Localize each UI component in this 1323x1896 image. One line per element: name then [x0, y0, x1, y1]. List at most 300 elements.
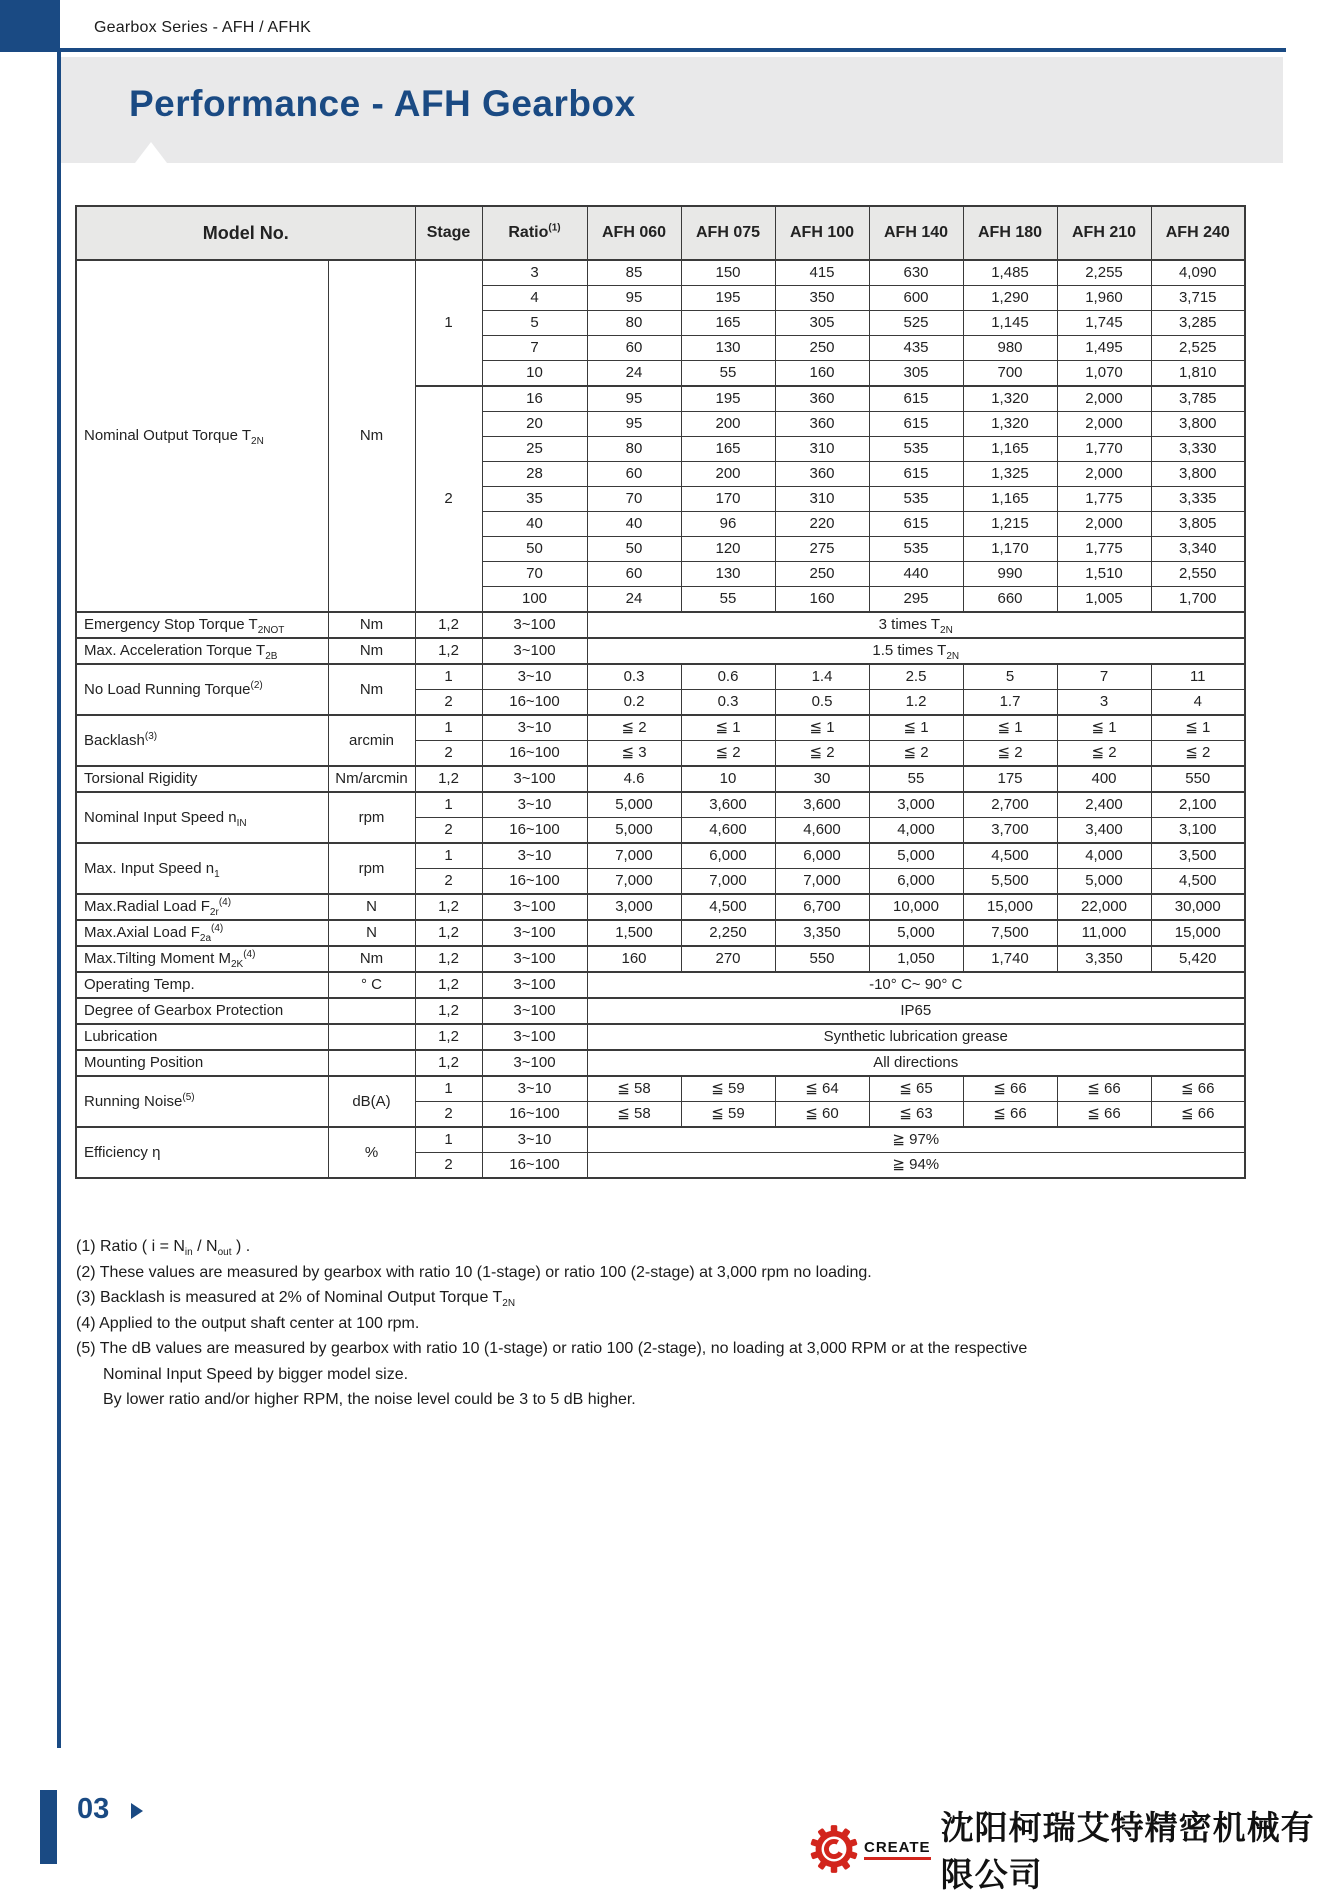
performance-table [75, 205, 1246, 1179]
value-cell: 2.5 [869, 664, 963, 690]
param-label-cell: Max.Radial Load $F_{2r}^{(4)}$ [76, 894, 328, 920]
unit-cell: rpm [328, 792, 415, 843]
table-header [76, 206, 1245, 260]
value-cell: 700 [963, 361, 1057, 387]
value-cell: 5,000 [869, 843, 963, 869]
value-cell: 4,500 [1151, 869, 1245, 895]
value-cell: 4,600 [775, 818, 869, 844]
unit-cell: Nm [328, 664, 415, 715]
value-cell: 525 [869, 311, 963, 336]
stage-cell: 1,2 [415, 894, 482, 920]
value-cell: 3,715 [1151, 286, 1245, 311]
value-cell: ≦ 66 [1151, 1102, 1245, 1128]
value-cell: ≦ 1 [869, 715, 963, 741]
table-row [76, 972, 1245, 998]
value-cell: 4,500 [681, 894, 775, 920]
table-row [76, 638, 1245, 664]
param-label-cell: Running Noise$^{(5)}$ [76, 1076, 328, 1127]
span-value-cell: Synthetic lubrication grease [587, 1024, 1245, 1050]
value-cell: 360 [775, 386, 869, 412]
value-cell: 11 [1151, 664, 1245, 690]
table-row [76, 843, 1245, 869]
value-cell: 615 [869, 462, 963, 487]
unit-cell [328, 1050, 415, 1076]
stage-cell: 2 [415, 869, 482, 895]
stage-cell: 1,2 [415, 998, 482, 1024]
stage-cell: 2 [415, 386, 482, 612]
ratio-cell: 5 [482, 311, 587, 336]
value-cell: 3,600 [775, 792, 869, 818]
value-cell: ≦ 65 [869, 1076, 963, 1102]
value-cell: 1,165 [963, 437, 1057, 462]
table-body [76, 260, 1245, 1178]
unit-cell: Nm [328, 638, 415, 664]
stage-cell: 1,2 [415, 1024, 482, 1050]
value-cell: ≦ 58 [587, 1076, 681, 1102]
stage-cell: 2 [415, 818, 482, 844]
value-cell: 1,500 [587, 920, 681, 946]
ratio-cell: 3~10 [482, 1076, 587, 1102]
value-cell: ≦ 2 [775, 741, 869, 767]
param-label-cell: Nominal Input Speed $n_{IN}$ [76, 792, 328, 843]
value-cell: 2,700 [963, 792, 1057, 818]
col-header-model: AFH 140 [869, 206, 963, 260]
company-logo-row [808, 1802, 1323, 1896]
value-cell: 3,000 [869, 792, 963, 818]
col-header-model: AFH 180 [963, 206, 1057, 260]
ratio-cell: 16~100 [482, 869, 587, 895]
value-cell: 7,000 [587, 843, 681, 869]
col-header-model-no: Model No. [76, 206, 415, 260]
ratio-cell: 70 [482, 562, 587, 587]
stage-cell: 1,2 [415, 972, 482, 998]
value-cell: 5,000 [587, 792, 681, 818]
value-cell: 3,340 [1151, 537, 1245, 562]
value-cell: 3,100 [1151, 818, 1245, 844]
value-cell: 2,000 [1057, 462, 1151, 487]
value-cell: 1,005 [1057, 587, 1151, 613]
stage-cell: 2 [415, 1153, 482, 1179]
value-cell: 60 [587, 462, 681, 487]
value-cell: 55 [681, 587, 775, 613]
value-cell: 1,700 [1151, 587, 1245, 613]
value-cell: 360 [775, 412, 869, 437]
value-cell: ≦ 3 [587, 741, 681, 767]
table-row [76, 612, 1245, 638]
value-cell: 3,335 [1151, 487, 1245, 512]
value-cell: ≦ 59 [681, 1102, 775, 1128]
value-cell: 3,800 [1151, 412, 1245, 437]
value-cell: 2,525 [1151, 336, 1245, 361]
stage-cell: 1 [415, 715, 482, 741]
value-cell: 4,600 [681, 818, 775, 844]
value-cell: 200 [681, 412, 775, 437]
unit-cell: dB(A) [328, 1076, 415, 1127]
value-cell: ≦ 63 [869, 1102, 963, 1128]
table-row [76, 946, 1245, 972]
value-cell: 295 [869, 587, 963, 613]
param-label-cell: Torsional Rigidity [76, 766, 328, 792]
value-cell: 400 [1057, 766, 1151, 792]
value-cell: 4,500 [963, 843, 1057, 869]
value-cell: 6,000 [681, 843, 775, 869]
value-cell: ≦ 1 [963, 715, 1057, 741]
value-cell: 1,320 [963, 386, 1057, 412]
value-cell: 15,000 [963, 894, 1057, 920]
stage-cell: 1 [415, 260, 482, 386]
ratio-cell: 25 [482, 437, 587, 462]
value-cell: 310 [775, 487, 869, 512]
value-cell: ≦ 2 [963, 741, 1057, 767]
value-cell: 305 [869, 361, 963, 387]
unit-cell: Nm/arcmin [328, 766, 415, 792]
value-cell: 1,740 [963, 946, 1057, 972]
value-cell: 15,000 [1151, 920, 1245, 946]
ratio-cell: 3~10 [482, 843, 587, 869]
ratio-cell: 16~100 [482, 1102, 587, 1128]
col-header-model: AFH 210 [1057, 206, 1151, 260]
value-cell: 550 [1151, 766, 1245, 792]
stage-cell: 1,2 [415, 638, 482, 664]
value-cell: 535 [869, 487, 963, 512]
value-cell: 1,320 [963, 412, 1057, 437]
banner-notch [135, 142, 167, 163]
value-cell: 2,255 [1057, 260, 1151, 286]
value-cell: ≦ 66 [1057, 1102, 1151, 1128]
value-cell: 24 [587, 587, 681, 613]
ratio-cell: 16 [482, 386, 587, 412]
page-arrow-icon [131, 1803, 143, 1819]
value-cell: 1,050 [869, 946, 963, 972]
stage-cell: 1 [415, 664, 482, 690]
stage-cell: 1,2 [415, 612, 482, 638]
value-cell: 1,145 [963, 311, 1057, 336]
corner-accent-block [0, 0, 60, 52]
value-cell: 160 [587, 946, 681, 972]
value-cell: 10,000 [869, 894, 963, 920]
ratio-cell: 4 [482, 286, 587, 311]
value-cell: 1.2 [869, 690, 963, 716]
param-label-cell: Nominal Output Torque $T_{2N}$ [76, 260, 328, 612]
ratio-cell: 28 [482, 462, 587, 487]
value-cell: 10 [681, 766, 775, 792]
ratio-cell: 10 [482, 361, 587, 387]
stage-cell: 1 [415, 843, 482, 869]
title-banner [61, 57, 1283, 163]
value-cell: 2,000 [1057, 386, 1151, 412]
value-cell: 5,000 [1057, 869, 1151, 895]
table-row [76, 260, 1245, 286]
value-cell: 2,400 [1057, 792, 1151, 818]
table-row [76, 1024, 1245, 1050]
value-cell: 80 [587, 437, 681, 462]
value-cell: 150 [681, 260, 775, 286]
value-cell: 3,700 [963, 818, 1057, 844]
table-row [76, 1076, 1245, 1102]
value-cell: 3,600 [681, 792, 775, 818]
param-label-cell: Degree of Gearbox Protection [76, 998, 328, 1024]
param-label-cell: Max.Axial Load $F_{2a}^{(4)}$ [76, 920, 328, 946]
value-cell: 3,350 [775, 920, 869, 946]
value-cell: 165 [681, 437, 775, 462]
value-cell: 0.6 [681, 664, 775, 690]
value-cell: 175 [963, 766, 1057, 792]
ratio-cell: 16~100 [482, 741, 587, 767]
value-cell: ≦ 66 [1151, 1076, 1245, 1102]
param-label-cell: Operating Temp. [76, 972, 328, 998]
ratio-cell: 3~100 [482, 1050, 587, 1076]
footnote-line: (3) Backlash is measured at 2% of Nominal Output Torque $T_{2N}$ [76, 1289, 516, 1310]
unit-cell [328, 1024, 415, 1050]
ratio-cell: 3~100 [482, 894, 587, 920]
value-cell: 1,485 [963, 260, 1057, 286]
ratio-cell: 3~100 [482, 946, 587, 972]
value-cell: 305 [775, 311, 869, 336]
param-label-cell: Max.Tilting Moment $M_{2K}^{(4)}$ [76, 946, 328, 972]
stage-cell: 1 [415, 792, 482, 818]
param-label-cell: Mounting Position [76, 1050, 328, 1076]
value-cell: 24 [587, 361, 681, 387]
value-cell: ≦ 1 [1151, 715, 1245, 741]
value-cell: 195 [681, 386, 775, 412]
value-cell: 440 [869, 562, 963, 587]
value-cell: 60 [587, 562, 681, 587]
value-cell: 160 [775, 587, 869, 613]
value-cell: 6,000 [869, 869, 963, 895]
value-cell: 40 [587, 512, 681, 537]
ratio-cell: 3~100 [482, 638, 587, 664]
value-cell: 80 [587, 311, 681, 336]
value-cell: 4,090 [1151, 260, 1245, 286]
footer-accent-bar [40, 1790, 57, 1864]
value-cell: 1,810 [1151, 361, 1245, 387]
value-cell: ≦ 66 [1057, 1076, 1151, 1102]
value-cell: 3,805 [1151, 512, 1245, 537]
value-cell: 165 [681, 311, 775, 336]
ratio-cell: 100 [482, 587, 587, 613]
col-header-stage: Stage [415, 206, 482, 260]
value-cell: ≦ 2 [587, 715, 681, 741]
logo-gear-icon [808, 1823, 860, 1875]
value-cell: 3,800 [1151, 462, 1245, 487]
value-cell: 5,000 [587, 818, 681, 844]
ratio-cell: 3~100 [482, 766, 587, 792]
value-cell: 350 [775, 286, 869, 311]
value-cell: 3 [1057, 690, 1151, 716]
footnote-line: By lower ratio and/or higher RPM, the noise level could be 3 to 5 dB higher. [103, 1391, 636, 1408]
value-cell: 1,960 [1057, 286, 1151, 311]
param-label-cell: Max. Acceleration Torque $T_{2B}$ [76, 638, 328, 664]
value-cell: 5,420 [1151, 946, 1245, 972]
ratio-cell: 3~10 [482, 664, 587, 690]
ratio-cell: 3~100 [482, 920, 587, 946]
unit-cell: N [328, 920, 415, 946]
value-cell: 1,775 [1057, 537, 1151, 562]
value-cell: 30 [775, 766, 869, 792]
table-row [76, 920, 1245, 946]
ratio-cell: 3~100 [482, 998, 587, 1024]
value-cell: ≦ 2 [1057, 741, 1151, 767]
value-cell: 270 [681, 946, 775, 972]
value-cell: ≦ 64 [775, 1076, 869, 1102]
value-cell: 95 [587, 412, 681, 437]
header-rule [60, 48, 1286, 52]
value-cell: ≦ 66 [963, 1102, 1057, 1128]
ratio-cell: 7 [482, 336, 587, 361]
col-header-ratio: Ratio$^{(1)}$ [482, 206, 587, 260]
value-cell: 60 [587, 336, 681, 361]
value-cell: 1,745 [1057, 311, 1151, 336]
value-cell: 435 [869, 336, 963, 361]
stage-cell: 1,2 [415, 1050, 482, 1076]
value-cell: 4.6 [587, 766, 681, 792]
value-cell: 1.4 [775, 664, 869, 690]
value-cell: 1,165 [963, 487, 1057, 512]
param-label-cell: Lubrication [76, 1024, 328, 1050]
unit-cell: % [328, 1127, 415, 1178]
footnotes [76, 1238, 1216, 1417]
breadcrumb: Gearbox Series - AFH / AFHK [94, 19, 312, 36]
value-cell: 1,770 [1057, 437, 1151, 462]
footnote-line: (1) Ratio ( $i = N_{in} / N_{out}$ ) . [76, 1238, 251, 1259]
span-value-cell: ≧ 94% [587, 1153, 1245, 1179]
value-cell: ≦ 1 [681, 715, 775, 741]
value-cell: 50 [587, 537, 681, 562]
value-cell: 70 [587, 487, 681, 512]
ratio-cell: 16~100 [482, 818, 587, 844]
value-cell: 55 [681, 361, 775, 387]
value-cell: 3,330 [1151, 437, 1245, 462]
value-cell: 3,500 [1151, 843, 1245, 869]
value-cell: 7,000 [681, 869, 775, 895]
value-cell: 85 [587, 260, 681, 286]
value-cell: ≦ 1 [1057, 715, 1151, 741]
footnote-line: (5) The dB values are measured by gearbox with ratio 10 (1-stage) or ratio 100 (2-stage), no loading at 3,000 RPM or at the respective [76, 1340, 1028, 1357]
value-cell: 310 [775, 437, 869, 462]
value-cell: 3,350 [1057, 946, 1151, 972]
value-cell: 1,325 [963, 462, 1057, 487]
param-label-cell: Emergency Stop Torque $T_{2NOT}$ [76, 612, 328, 638]
value-cell: 535 [869, 437, 963, 462]
value-cell: 0.5 [775, 690, 869, 716]
col-header-model: AFH 075 [681, 206, 775, 260]
value-cell: 5,000 [869, 920, 963, 946]
ratio-cell: 40 [482, 512, 587, 537]
unit-cell: Nm [328, 612, 415, 638]
value-cell: 0.2 [587, 690, 681, 716]
ratio-cell: 3~10 [482, 1127, 587, 1153]
value-cell: 5 [963, 664, 1057, 690]
stage-cell: 2 [415, 1102, 482, 1128]
value-cell: 4,000 [1057, 843, 1151, 869]
value-cell: 130 [681, 336, 775, 361]
value-cell: 7,500 [963, 920, 1057, 946]
value-cell: 3,000 [587, 894, 681, 920]
value-cell: 7,000 [775, 869, 869, 895]
value-cell: 4,000 [869, 818, 963, 844]
left-margin-line [57, 48, 61, 1748]
value-cell: 550 [775, 946, 869, 972]
table-row [76, 998, 1245, 1024]
value-cell: 2,000 [1057, 412, 1151, 437]
ratio-cell: 16~100 [482, 690, 587, 716]
unit-cell: rpm [328, 843, 415, 894]
ratio-cell: 3~10 [482, 715, 587, 741]
value-cell: 1.7 [963, 690, 1057, 716]
value-cell: 615 [869, 412, 963, 437]
ratio-cell: 20 [482, 412, 587, 437]
value-cell: ≦ 60 [775, 1102, 869, 1128]
value-cell: 2,000 [1057, 512, 1151, 537]
value-cell: 7,000 [587, 869, 681, 895]
footnote-line: (2) These values are measured by gearbox with ratio 10 (1-stage) or ratio 100 (2-stage) at 3,000 rpm no loading. [76, 1263, 872, 1281]
value-cell: 660 [963, 587, 1057, 613]
unit-cell: Nm [328, 946, 415, 972]
value-cell: 2,250 [681, 920, 775, 946]
ratio-cell: 3~10 [482, 792, 587, 818]
table-row [76, 894, 1245, 920]
value-cell: 3,785 [1151, 386, 1245, 412]
value-cell: 1,070 [1057, 361, 1151, 387]
stage-cell: 1,2 [415, 946, 482, 972]
table-row [76, 792, 1245, 818]
span-value-cell: 3 times $T_{2N}$ [587, 612, 1245, 638]
col-header-model: AFH 100 [775, 206, 869, 260]
value-cell: 195 [681, 286, 775, 311]
value-cell: 1,775 [1057, 487, 1151, 512]
stage-cell: 1 [415, 1127, 482, 1153]
span-value-cell: All directions [587, 1050, 1245, 1076]
page-number: 03 [77, 1793, 110, 1825]
value-cell: 7 [1057, 664, 1151, 690]
value-cell: 1,510 [1057, 562, 1151, 587]
value-cell: ≦ 2 [869, 741, 963, 767]
company-name: 沈阳柯瑞艾特精密机械有限公司 [940, 1809, 1315, 1893]
value-cell: 220 [775, 512, 869, 537]
col-header-model: AFH 060 [587, 206, 681, 260]
value-cell: 1,290 [963, 286, 1057, 311]
table-row [76, 766, 1245, 792]
ratio-cell: 3 [482, 260, 587, 286]
unit-cell [328, 998, 415, 1024]
value-cell: 630 [869, 260, 963, 286]
span-value-cell: 1.5 times $T_{2N}$ [587, 638, 1245, 664]
value-cell: ≦ 59 [681, 1076, 775, 1102]
value-cell: 200 [681, 462, 775, 487]
footnote-line: (4) Applied to the output shaft center at 100 rpm. [76, 1314, 420, 1332]
value-cell: 55 [869, 766, 963, 792]
table-row [76, 1127, 1245, 1153]
logo-wordmark: CREATE [864, 1839, 931, 1860]
value-cell: 3,400 [1057, 818, 1151, 844]
value-cell: ≦ 58 [587, 1102, 681, 1128]
stage-cell: 1,2 [415, 920, 482, 946]
footnote-line: Nominal Input Speed by bigger model size. [103, 1365, 409, 1383]
value-cell: 22,000 [1057, 894, 1151, 920]
value-cell: 360 [775, 462, 869, 487]
stage-cell: 2 [415, 741, 482, 767]
unit-cell: N [328, 894, 415, 920]
table-row [76, 715, 1245, 741]
value-cell: 1,495 [1057, 336, 1151, 361]
ratio-cell: 50 [482, 537, 587, 562]
value-cell: 0.3 [681, 690, 775, 716]
ratio-cell: 3~100 [482, 972, 587, 998]
value-cell: 0.3 [587, 664, 681, 690]
performance-table-wrap [75, 205, 1246, 1179]
value-cell: 1,170 [963, 537, 1057, 562]
value-cell: 30,000 [1151, 894, 1245, 920]
